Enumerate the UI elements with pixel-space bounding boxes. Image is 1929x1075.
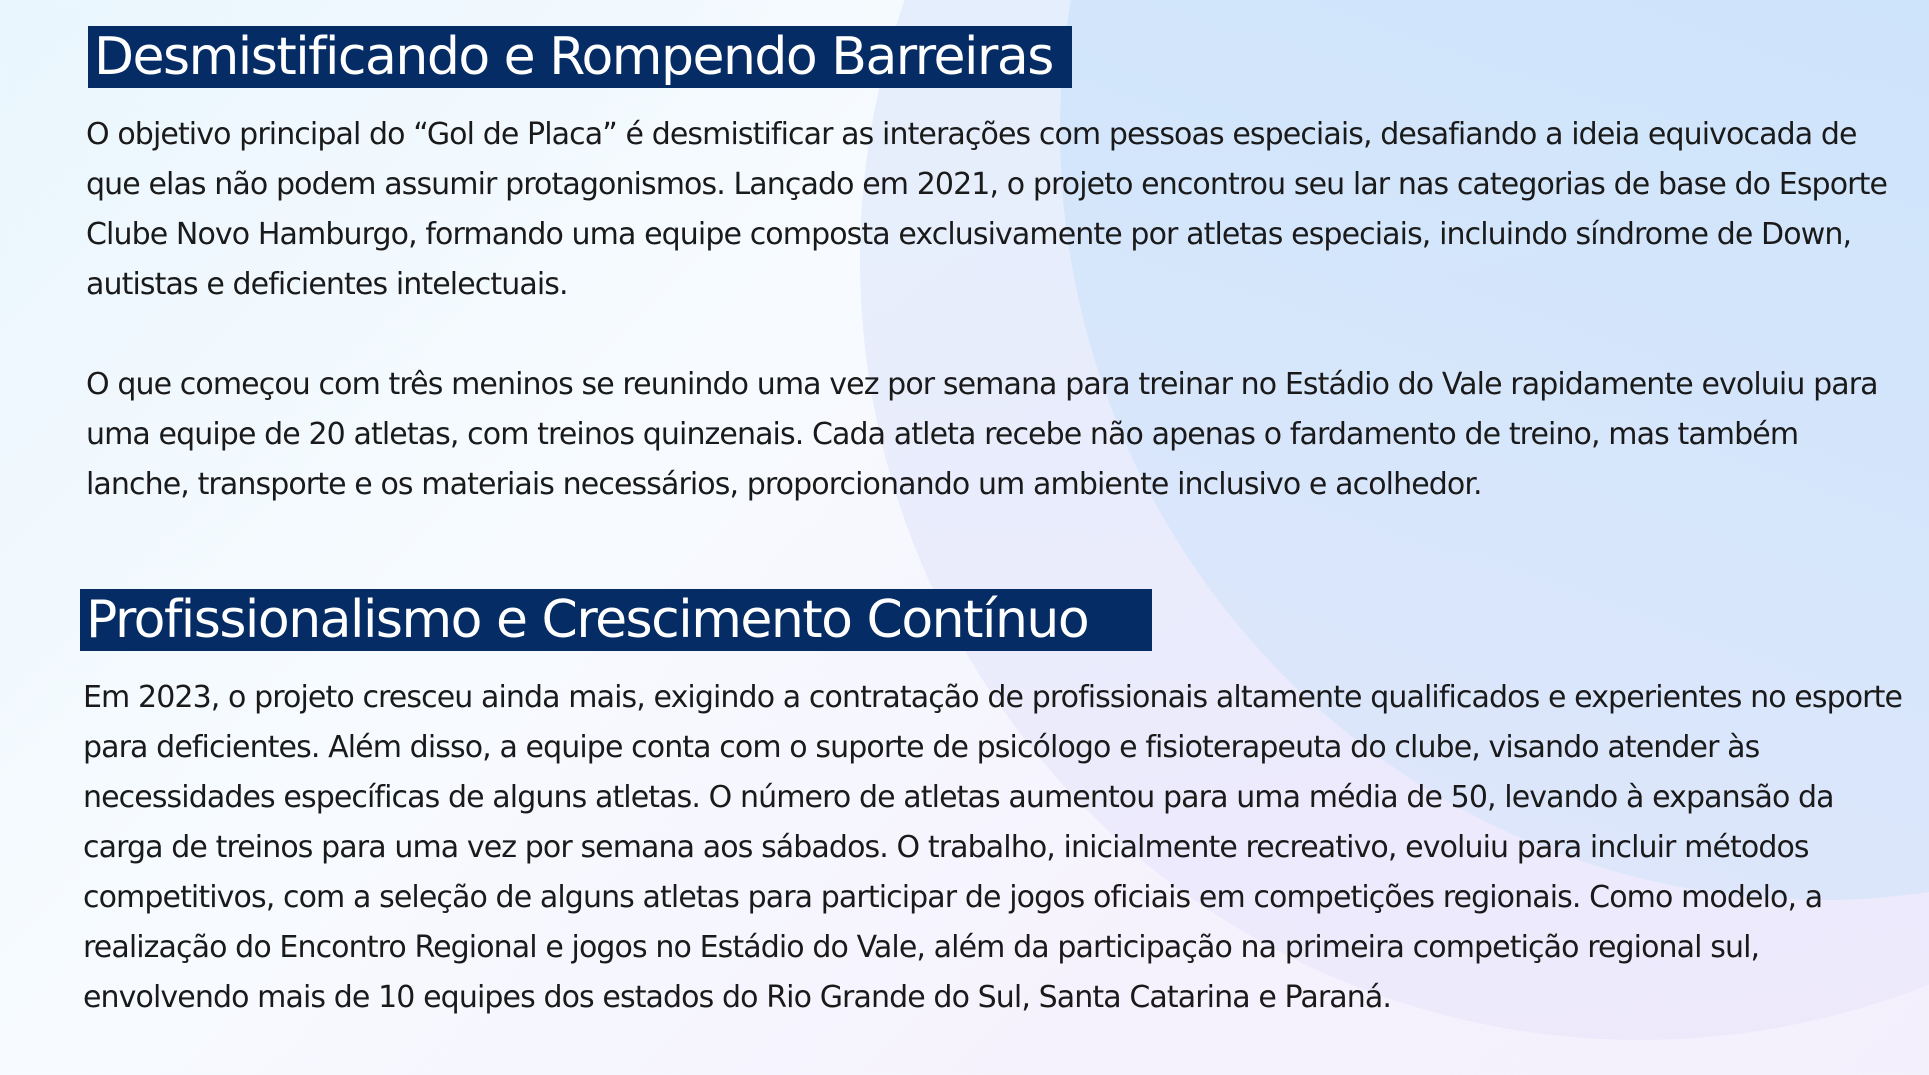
paragraph-objetivo: O objetivo principal do “Gol de Placa” é desmistificar as interações com pessoas especiais, desafiando a ideia equivocada de que elas não podem assumir protagonismos. Lançado em 2021, o projeto encontrou seu lar nas categorias de base do Esporte Clube Novo Hamburgo, formando uma equipe composta exclusivamente por atletas especiais, incluindo síndrome de Down, autistas e deficientes intelectuais. bbox=[86, 117, 1887, 302]
section-title-profissionalismo: Profissionalismo e Crescimento Contínuo bbox=[80, 589, 1152, 651]
paragraph-historia: O que começou com três meninos se reunindo uma vez por semana para treinar no Estádio do Vale rapidamente evoluiu para uma equipe de 20 atletas, com treinos quinzenais. Cada atleta recebe não apenas o fardamento de treino, mas também lanche, transporte e os materiais necessários, proporcionando um ambiente inclusivo e acolhedor. bbox=[86, 367, 1878, 502]
section-title-desmistificando: Desmistificando e Rompendo Barreiras bbox=[88, 26, 1072, 88]
paragraph-crescimento: Em 2023, o projeto cresceu ainda mais, exigindo a contratação de profissionais altamente qualificados e experientes no esporte para deficientes. Além disso, a equipe conta com o suporte de psicólogo e fisioterapeuta do clube, visando atender às necessidades específicas de alguns atletas. O número de atletas aumentou para uma média de 50, levando à expansão da carga de treinos para uma vez por semana aos sábados. O trabalho, inicialmente recreativo, evoluiu para incluir métodos competitivos, com a seleção de alguns atletas para participar de jogos oficiais em competições regionais. Como modelo, a realização do Encontro Regional e jogos no Estádio do Vale, além da participação na primeira competição regional sul, envolvendo mais de 10 equipes dos estados do Rio Grande do Sul, Santa Catarina e Paraná. bbox=[83, 680, 1903, 1015]
